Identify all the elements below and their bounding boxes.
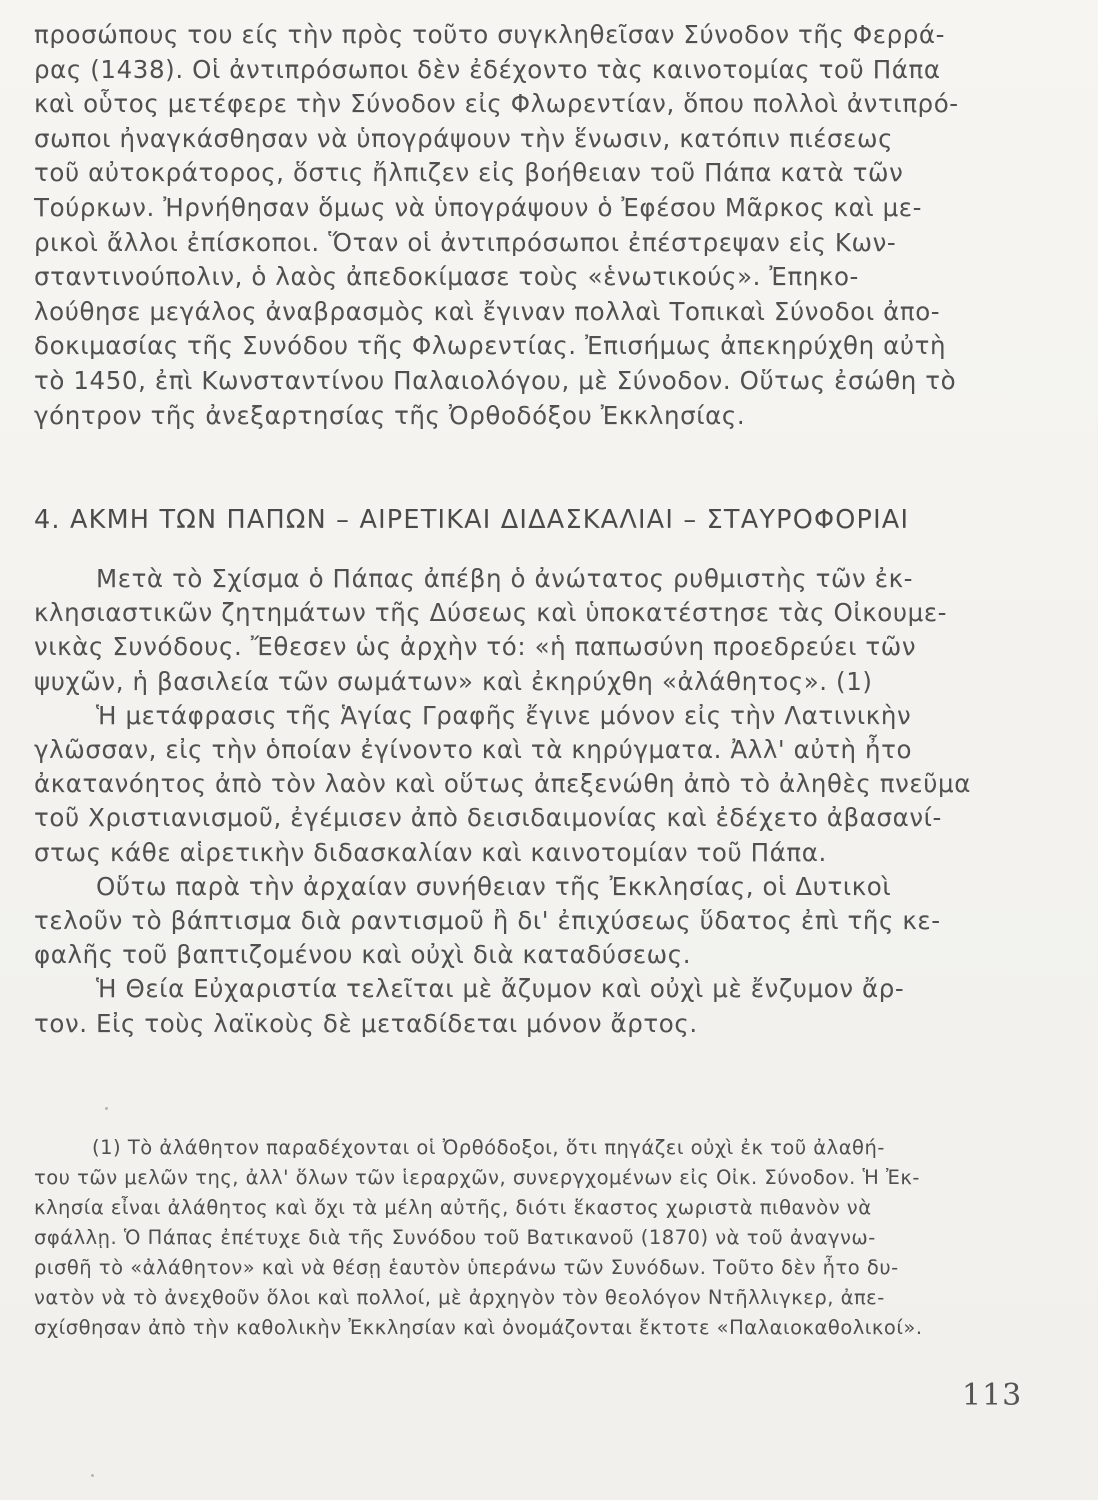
text-line: γλῶσσαν, εἰς τὴν ὁποίαν ἐγίνοντο καὶ τὰ κηρύγματα. Ἀλλ' αὐτὴ ἦτο <box>34 735 913 765</box>
text-line: σταντινούπολιν, ὁ λαὸς ἀπεδοκίμασε τοὺς «ἑνωτικούς». Ἐπηκο- <box>34 262 859 292</box>
text-line: γόητρον τῆς ἀνεξαρτησίας τῆς Ὀρθοδόξου Ἐκκλησίας. <box>34 400 746 430</box>
text-line: ψυχῶν, ἡ βασιλεία τῶν σωμάτων» καὶ ἐκηρύχθη «ἀλάθητος». (1) <box>34 666 873 696</box>
text-line: τοῦ αὐτοκράτορος, ὅστις ἤλπιζεν εἰς βοήθειαν τοῦ Πάπα κατὰ τῶν <box>34 158 904 188</box>
text-line: φαλῆς τοῦ βαπτιζομένου καὶ οὐχὶ διὰ καταδύσεως. <box>34 940 692 970</box>
footnote-line: νατὸν νὰ τὸ ἀνεχθοῦν ὅλοι καὶ πολλοί, μὲ ἀρχηγὸν τὸν θεολόγον Ντῆλλιγκερ, ἀπε- <box>34 1286 885 1309</box>
text-line: τελοῦν τὸ βάπτισμα διὰ ραντισμοῦ ἢ δι' ἐπιχύσεως ὕδατος ἐπὶ τῆς κε- <box>34 906 941 936</box>
text-line: νικὰς Συνόδους. Ἔθεσεν ὡς ἀρχὴν τό: «ἡ παπωσύνη προεδρεύει τῶν <box>34 632 917 662</box>
text-line: τοῦ Χριστιανισμοῦ, ἐγέμισεν ἀπὸ δεισιδαιμονίας καὶ ἐδέχετο ἀβασανί- <box>34 803 942 833</box>
text-line: λούθησε μεγάλος ἀναβρασμὸς καὶ ἔγιναν πολλαὶ Τοπικαὶ Σύνοδοι ἀπο- <box>34 296 941 326</box>
paragraph-first-line: Ἡ μετάφρασις τῆς Ἁγίας Γραφῆς ἔγινε μόνον εἰς τὴν Λατινικὴν <box>96 700 912 730</box>
footnote-line: σχίσθησαν ἀπὸ τὴν καθολικὴν Ἐκκλησίαν καὶ ὀνομάζονται ἔκτοτε «Παλαιοκαθολικοί». <box>34 1316 923 1339</box>
text-line: κλησιαστικῶν ζητημάτων τῆς Δύσεως καὶ ὑποκατέστησε τὰς Οἰκουμε- <box>34 598 948 628</box>
text-line: ἀκατανόητος ἀπὸ τὸν λαὸν καὶ οὕτως ἀπεξενώθη ἀπὸ τὸ ἀληθὲς πνεῦμα <box>34 769 971 799</box>
page-number: 113 <box>962 1378 1023 1413</box>
footnote-line: του τῶν μελῶν της, ἀλλ' ὅλων τῶν ἱεραρχῶν, συνεργχομένων εἰς Οἰκ. Σύνοδον. Ἡ Ἐκ- <box>34 1166 920 1189</box>
footnote-line: σφάλλῃ. Ὁ Πάπας ἐπέτυχε διὰ τῆς Συνόδου τοῦ Βατικανοῦ (1870) νὰ τοῦ ἀναγνω- <box>34 1226 876 1249</box>
text-line: δοκιμασίας τῆς Συνόδου τῆς Φλωρεντίας. Ἐπισήμως ἀπεκηρύχθη αὐτὴ <box>34 331 947 361</box>
text-line: καὶ οὗτος μετέφερε τὴν Σύνοδον εἰς Φλωρεντίαν, ὅπου πολλοὶ ἀντιπρό- <box>34 89 959 119</box>
body-paragraphs <box>34 562 1062 1041</box>
footnote-line: (1) Τὸ ἀλάθητον παραδέχονται οἱ Ὀρθόδοξοι, ὅτι πηγάζει οὐχὶ ἐκ τοῦ ἀλαθή- <box>92 1136 885 1159</box>
footnote <box>34 1133 1062 1343</box>
paper-speck <box>91 1474 94 1477</box>
paragraph-first-line: Μετὰ τὸ Σχίσμα ὁ Πάπας ἀπέβη ὁ ἀνώτατος ρυθμιστὴς τῶν ἐκ- <box>96 564 914 593</box>
text-line: ρας (1438). Οἱ ἀντιπρόσωποι δὲν ἐδέχοντο τὰς καινοτομίας τοῦ Πάπα <box>34 54 941 84</box>
text-line: Τούρκων. Ἠρνήθησαν ὅμως νὰ ὑπογράψουν ὁ Ἐφέσου Μᾶρκος καὶ με- <box>34 192 923 222</box>
paragraph-first-line: Οὕτω παρὰ τὴν ἀρχαίαν συνήθειαν τῆς Ἐκκλησίας, οἱ Δυτικοὶ <box>96 871 892 901</box>
text-line: ρικοὶ ἄλλοι ἐπίσκοποι. Ὅταν οἱ ἀντιπρόσωποι ἐπέστρεψαν εἰς Κων- <box>34 227 897 257</box>
paper-speck <box>105 1107 108 1110</box>
footnote-line: κλησία εἶναι ἀλάθητος καὶ ὄχι τὰ μέλη αὐτῆς, διότι ἕκαστος χωριστὰ πιθανὸν νὰ <box>34 1196 872 1219</box>
text-line: προσώπους του είς τὴν πρὸς τοῦτο συγκληθεῖσαν Σύνοδον τῆς Φερρά- <box>34 20 946 49</box>
text-line: τον. Εἰς τοὺς λαϊκοὺς δὲ μεταδίδεται μόνον ἄρτος. <box>34 1008 698 1038</box>
text-line: στως κάθε αἱρετικὴν διδασκαλίαν καὶ καινοτομίαν τοῦ Πάπα. <box>34 837 827 867</box>
footnote-line: ρισθῆ τὸ «ἀλάθητον» καὶ νὰ θέσῃ ἑαυτὸν ὑπεράνω τῶν Συνόδων. Τοῦτο δὲν ἦτο δυ- <box>34 1256 899 1279</box>
paragraph-first-line: Ἡ Θεία Εὐχαριστία τελεῖται μὲ ἄζυμον καὶ οὐχὶ μὲ ἔνζυμον ἄρ- <box>96 974 905 1004</box>
text-line: σωποι ἠναγκάσθησαν νὰ ὑπογράψουν τὴν ἕνωσιν, κατόπιν πιέσεως <box>34 123 894 153</box>
section-heading: 4. ΑΚΜΗ ΤΩΝ ΠΑΠΩΝ – ΑΙΡΕΤΙΚΑΙ ΔΙΔΑΣΚΑΛΙΑΙ – ΣΤΑΥΡΟΦΟΡΙΑΙ <box>34 505 910 535</box>
text-line: τὸ 1450, ἐπὶ Κωνσταντίνου Παλαιολόγου, μὲ Σύνοδον. Οὕτως ἐσώθη τὸ <box>34 365 957 395</box>
intro-paragraph <box>34 18 1062 433</box>
